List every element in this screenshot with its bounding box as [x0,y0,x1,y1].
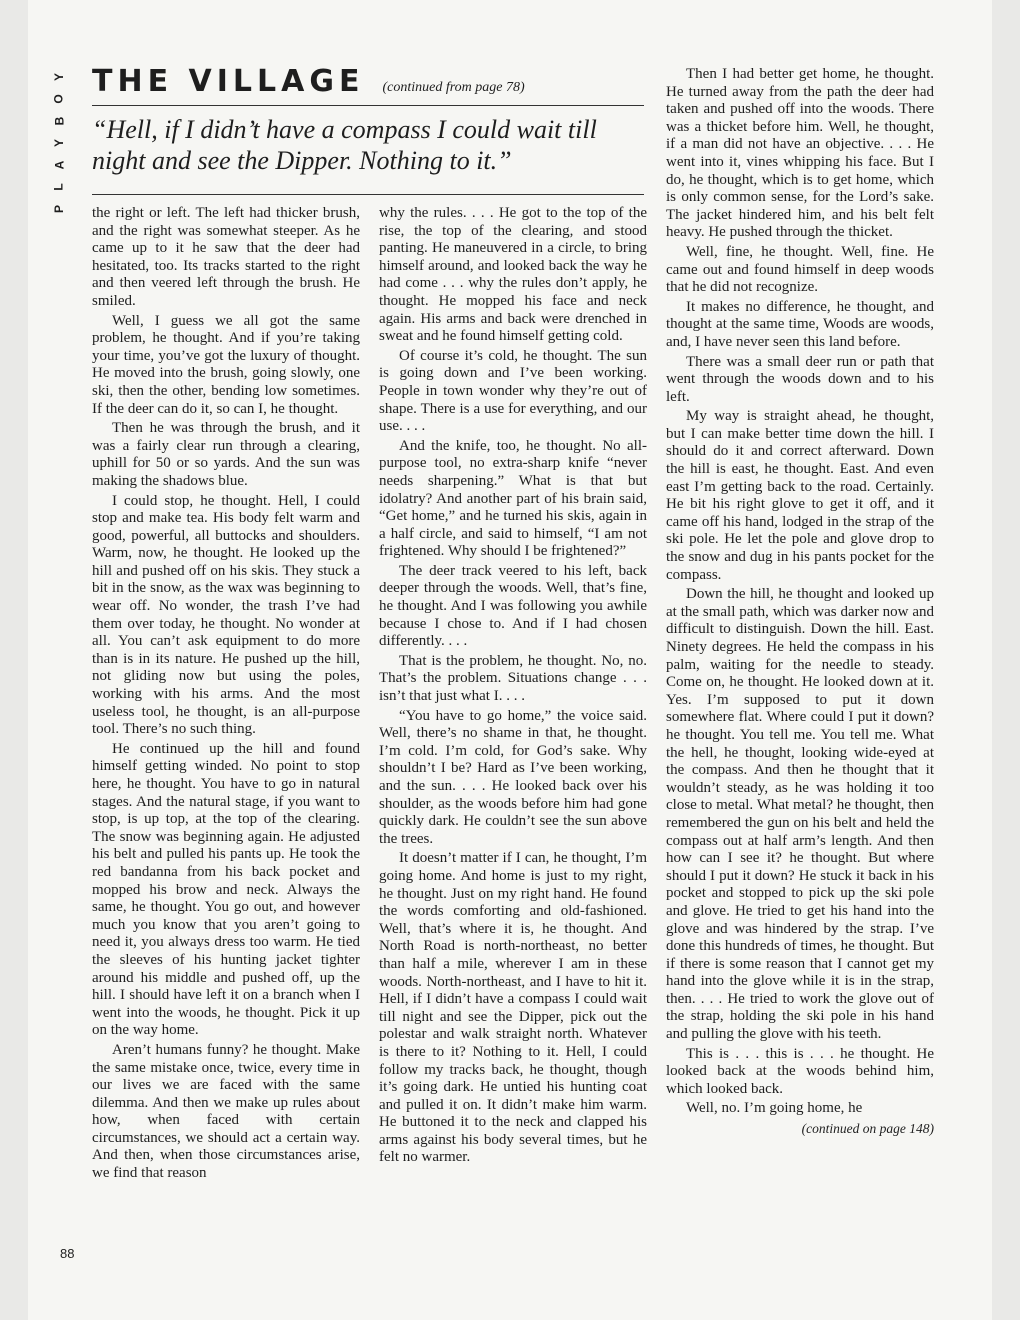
paragraph: why the rules. . . . He got to the top of the rise, the top of the clearing, and stood panting. He maneuvered in a circle, to bring himself around, and looked back the way he had come . . . why the rules don’t apply, he thought. He mopped his face and neck again. His arms and back were drenched in sweat and he found himself getting cold. [379,205,647,345]
paragraph: And the knife, too, he thought. No all-purpose tool, no extra-sharp knife “never needs sharpening.” What is that but idolatry? And another part of his brain said, “Get home,” and he turned his skis, again in a half circle, and said to himself, “I am not frightened. Why should I be frightened?” [379,437,647,560]
masthead-letter: A [51,160,66,170]
article-title: THE VILLAGE [92,64,365,99]
text-column-2 [379,205,647,1169]
paragraph: I could stop, he thought. Hell, I could stop and make tea. His body felt warm and good, powerful, all buttocks and shoulders. Warm, now, he thought. He looked up the hill and pushed off on his skis. They stuck a bit in the snow, as the wax was beginning to wear off. No wonder, the trash I’ve had them over today, he thought. No wonder at all. You can’t ask equipment to do more than is in its nature. He pushed up the hill, not gliding now but using the poles, working with his arms. And the most useless tool, he thought, is an all-purpose tool. There’s no such thing. [92,492,360,738]
paragraph: Then he was through the brush, and it was a fairly clear run through a clearing, uphill for 50 or so yards. And the sun was making the shadows blue. [92,420,360,489]
paragraph: Then I had better get home, he thought. He turned away from the path the deer had taken and pushed off into the woods. There was a thicket before him. Well, he thought, if a man did not have an objective. . . . He went into it, vines whipping his face. But I do, he thought, which is to get home, which is only common sense, for the Lord’s sake. The jacket hindered him, and his belt felt heavy. He pushed through the thicket. [666,66,934,241]
masthead-letter: P [51,204,66,214]
page-number: 88 [60,1246,75,1261]
masthead-letter: Y [51,138,66,148]
article-header [92,62,644,102]
paragraph: My way is straight ahead, he thought, but I can make better time down the hill. I should do it and correct afterward. Down the hill is east, he thought. East. And even east I’m getting back to the road. Certainly. He bit his right glove to get it off, and it came off his hand, lodged in the strap of the ski pole. He let the pole and glove drop to the snow and dug in his pants pocket for the compass. [666,408,934,583]
magazine-page [28,0,992,1320]
paragraph: Well, fine, he thought. Well, fine. He came out and found himself in deep woods that he did not recognize. [666,243,934,296]
masthead-letter: L [52,183,66,191]
masthead-letter: O [52,94,66,104]
paragraph: Well, I guess we all got the same problem, he thought. And if you’re taking your time, you’ve got the luxury of thought. He moved into the brush, going slowly, one ski, then the other, bending low sometimes. If the deer can do it, so can I, he thought. [92,312,360,417]
text-column-1 [92,205,360,1185]
paragraph: It makes no difference, he thought, and thought at the same time, Woods are woods, and, I have never seen this land before. [666,298,934,350]
paragraph: This is . . . this is . . . he thought. He looked back at the woods behind him, which looked back. [666,1045,934,1097]
masthead-letter: Y [51,72,66,82]
paragraph: the right or left. The left had thicker brush, and the right was somewhat steeper. As he came up to it he saw that the deer had hesitated, too. Its tracks started to the right and then veered left through the brush. He smiled. [92,205,360,309]
paragraph: That is the problem, he thought. No, no. That’s the problem. Situations change . . . isn’t that just what I. . . . [379,652,647,705]
text-column-3 [666,66,934,1138]
pull-quote: “Hell, if I didn’t have a compass I could wait till night and see the Dipper. Nothing to it.” [92,115,597,175]
paragraph: The deer track veered to his left, back deeper through the woods. Well, that’s fine, he thought. And I was following you awhile because I chose to. And if I had chosen differently. . . . [379,562,647,650]
masthead-letter: B [51,116,66,126]
continued-from: (continued from page 78) [382,80,525,95]
paragraph: Well, no. I’m going home, he [686,1100,863,1117]
masthead-vertical [52,66,66,220]
continued-on: (continued on page 148) [801,1121,934,1137]
paragraph: “You have to go home,” the voice said. Well, there’s no shame in that, he thought. I’m cold. I’m cold, for God’s sake. Why shouldn’t I be? Hard as I’ve been working, and the sun. . . . He looked back over his shoulder, as the woods before him had gone quickly dark. He couldn’t see the sun above the trees. [379,707,647,847]
paragraph: There was a small deer run or path that went through the woods down and to his left. [666,353,934,405]
paragraph: Of course it’s cold, he thought. The sun is going down and I’ve been working. People in town wonder why they’re out of shape. There is a use for everything, and our use. . . . [379,347,647,435]
top-rule [92,105,644,106]
paragraph: It doesn’t matter if I can, he thought, I’m going home. And home is just to my right, he thought. Just on my right hand. He found the words comforting and old-fashioned. Well, that’s where it is, he thought. And North Road is north-northeast, no better than half a mile, wherever I am in these woods. North-northeast, and I have to hit it. Hell, if I didn’t have a compass I could wait till night and see the Dipper, pick out the polestar and walk straight north. Whatever is there to it? Nothing to it. Hell, I could follow my tracks back, he thought, though it’s going dark. He untied his hunting coat and pulled it on. It didn’t make him warm. He buttoned it to the neck and clapped his arms against his body several times, but he felt no warmer. [379,850,647,1166]
bottom-rule [92,194,644,195]
paragraph: Aren’t humans funny? he thought. Make the same mistake once, twice, every time in our lives we are faced with the same dilemma. And then we make up rules about how, when faced with certain circumstances, we should act a certain way. And then, when those circumstances arise, we find that reason [92,1041,360,1182]
paragraph: He continued up the hill and found himself getting winded. No point to stop here, he thought. You have to go in natural stages. And the natural stage, if you want to stop, is up top, at the top of the clearing. The snow was beginning again. He adjusted his belt and pulled his pants up. He took the red bandanna from his back pocket and mopped his brow and neck. Always the same, he thought. You go out, and however much you know that you aren’t going to need it, you always dress too warm. He tied the sleeves of his hunting jacket tighter around his middle and pushed off, up the hill. I should have left it on a branch when I went into the woods, he thought. Pick it up on the way home. [92,740,360,1039]
paragraph: Down the hill, he thought and looked up at the small path, which was darker now and difficult to distinguish. Down the hill. East. Ninety degrees. He held the compass in his palm, waiting for the needle to steady. Come on, he thought. He looked down at it. Yes. I’m supposed to put it down somewhere flat. Where could I put it down? he thought. You tell me. You tell me. What the hell, he thought, looking wide-eyed at the compass. And then he thought that it wouldn’t steady, as he was holding it too close to metal. What metal? he thought, then remembered the gun on his belt and held the compass out at half arm’s length. And then how can I see it? he thought. But where should I put it down? He stuck it back in his pocket and stopped to pick up the ski pole and glove. He tried to get his hand into the glove and was hindered by the strap. I’ve done this hundreds of times, he thought. But if there is some reason that I cannot get my hand into the glove while it is in the strap, then. . . . He tried to work the glove out of the strap, holding the ski pole in his hand and pulling the glove with his teeth. [666,586,934,1043]
